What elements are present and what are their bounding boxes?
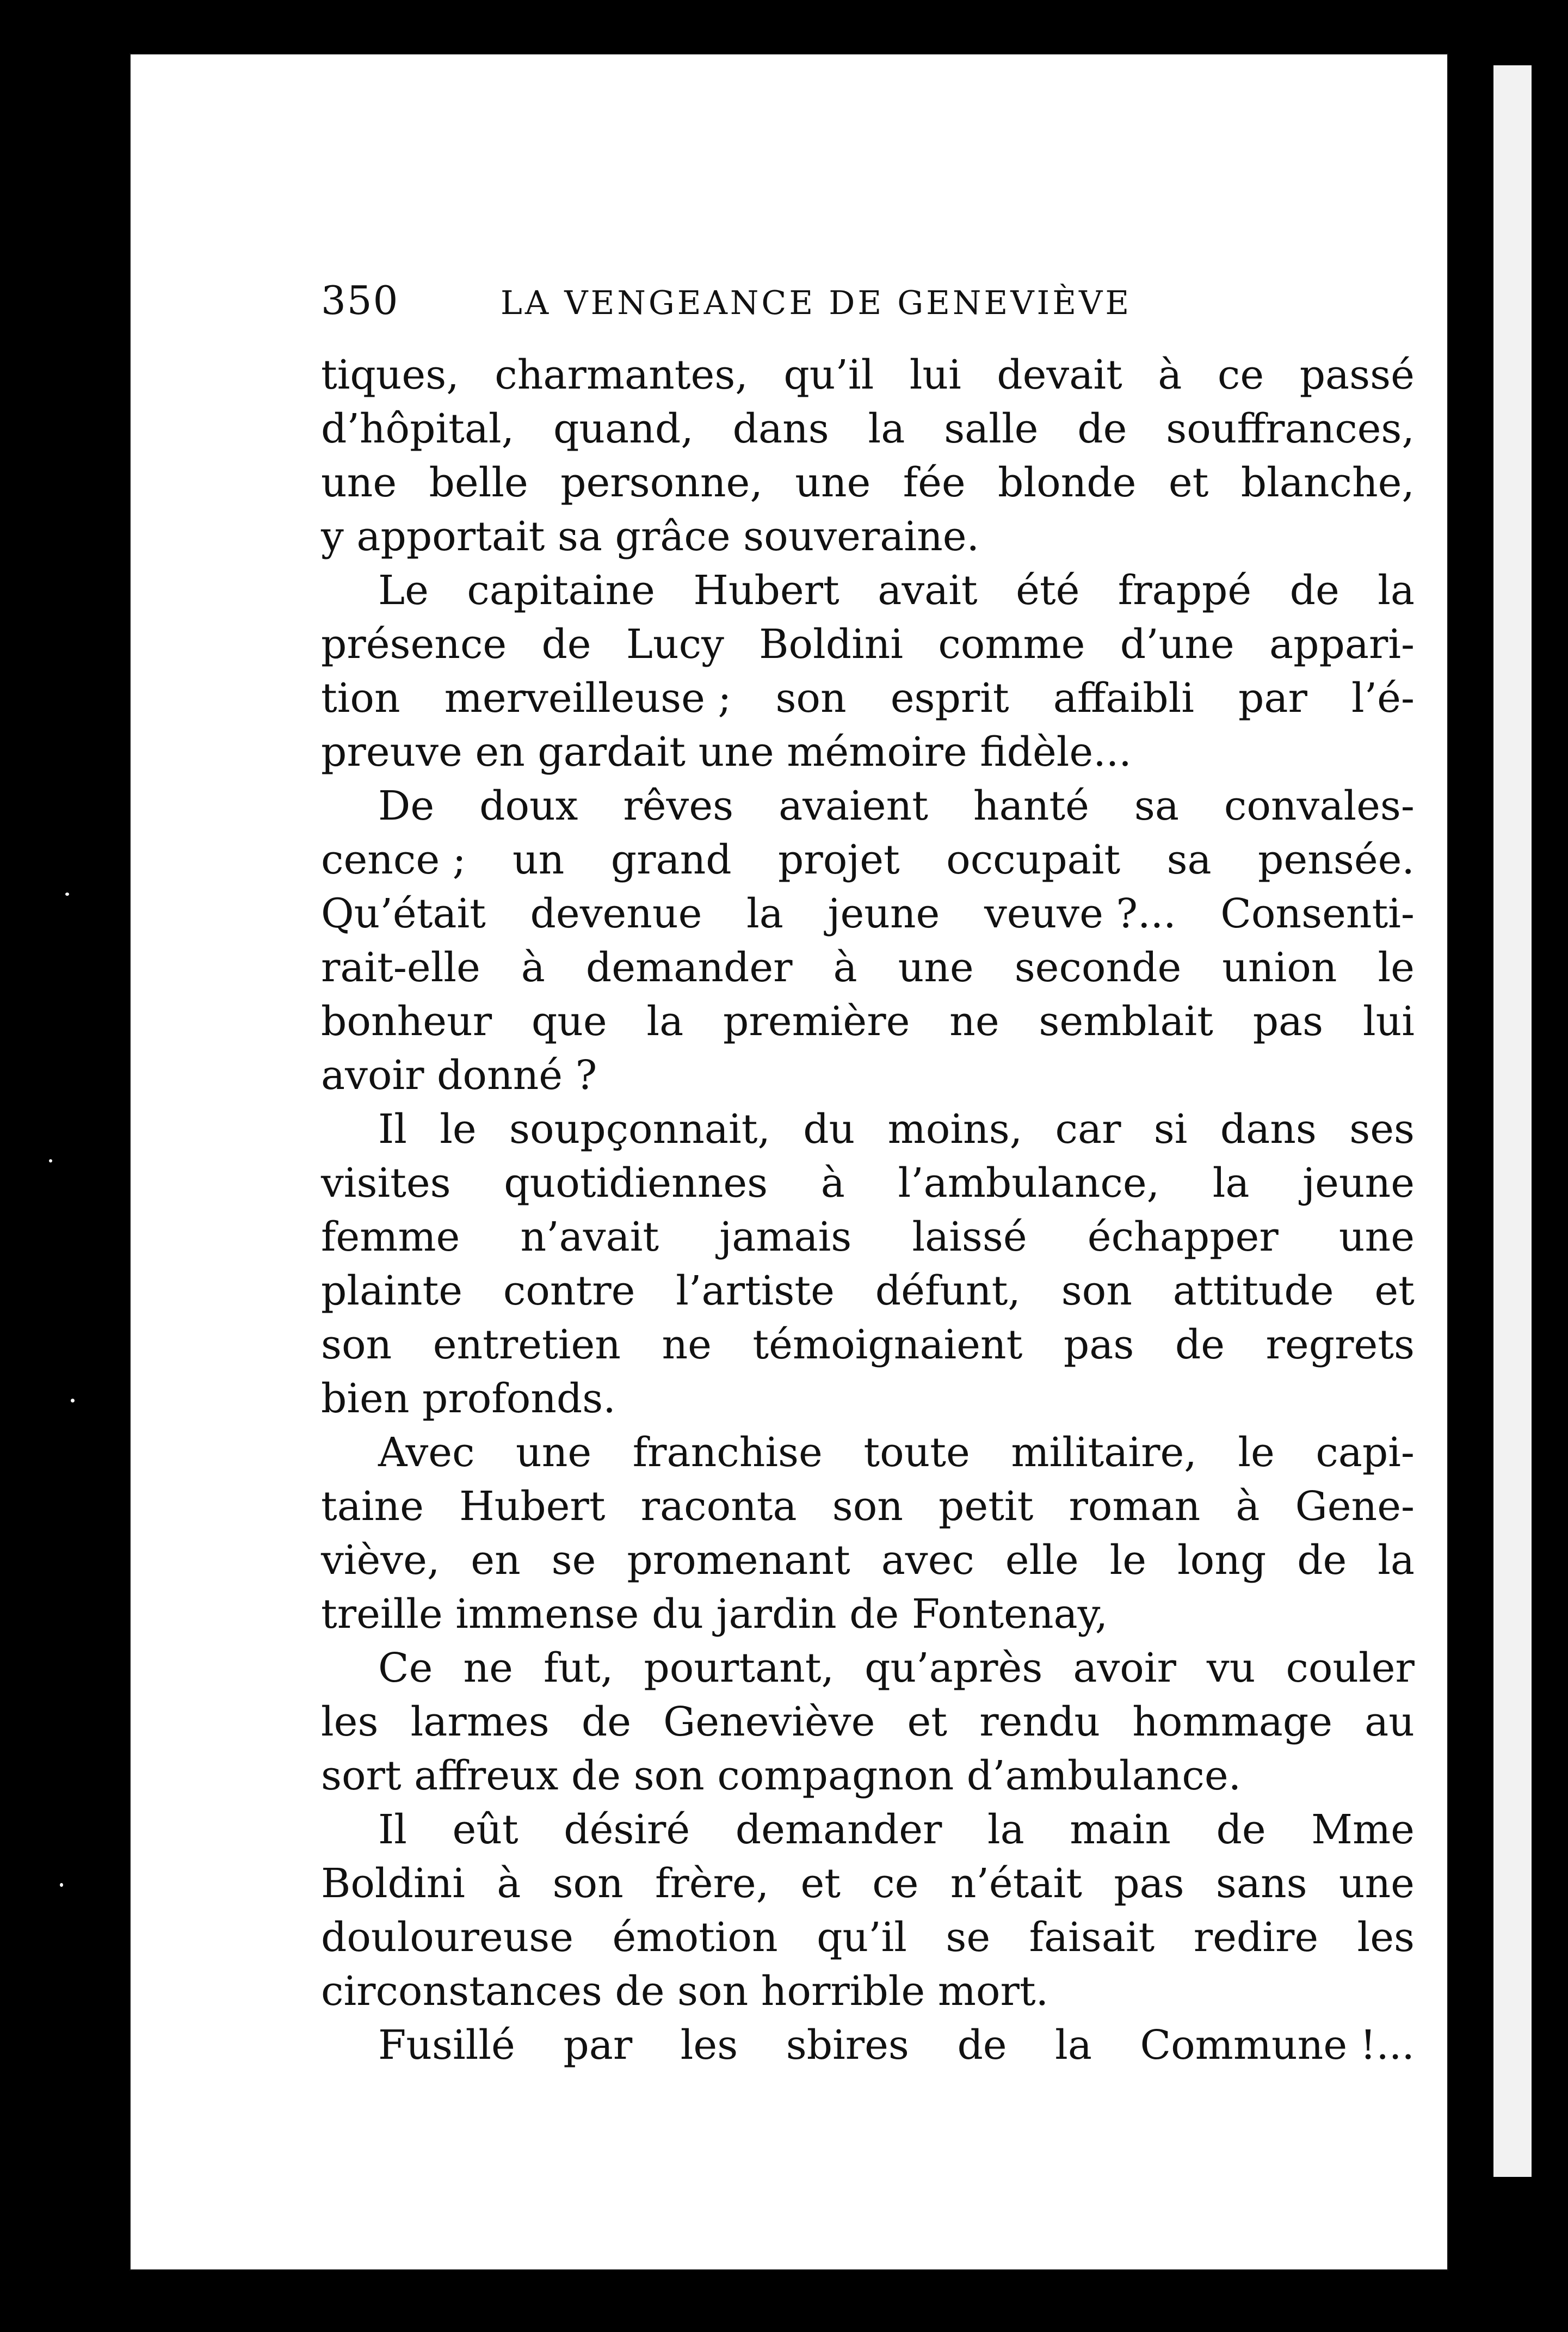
word: la (1378, 567, 1415, 614)
word: Fusillé (378, 2022, 515, 2069)
word: la (868, 405, 905, 452)
text-line (321, 1749, 1415, 1803)
word: de (1175, 1321, 1225, 1368)
word: sans (1215, 1860, 1307, 1907)
word: moins, (887, 1106, 1023, 1153)
word: raconta (640, 1483, 797, 1530)
text-line (321, 1534, 1415, 1588)
text-line (321, 348, 1415, 402)
word: grand (610, 836, 732, 883)
word: projet (778, 836, 900, 883)
word: à (833, 944, 857, 991)
text-line (321, 672, 1415, 725)
word: sbires (786, 2022, 909, 2069)
word: les (1357, 1914, 1415, 1961)
word: rait-elle (321, 944, 480, 991)
scan-speck (65, 893, 69, 896)
word: frappé (1118, 567, 1252, 614)
word: son (321, 1321, 392, 1368)
word: ne (463, 1645, 513, 1691)
word: pas (1063, 1321, 1134, 1368)
word: redire (1193, 1914, 1319, 1961)
word: ses (1349, 1106, 1415, 1153)
text-line (321, 1318, 1415, 1372)
word: qu’il (783, 352, 874, 398)
word: pourtant, (644, 1645, 835, 1691)
word: été (1016, 567, 1080, 614)
word: de (541, 621, 591, 668)
word: pas (1252, 998, 1324, 1045)
word: promenant (627, 1537, 850, 1584)
word: une (795, 459, 871, 506)
word: toute (863, 1429, 970, 1476)
word: veuve ?... (984, 890, 1176, 937)
word: sa (1134, 783, 1179, 829)
word: une (1338, 1860, 1415, 1907)
word: lui (1362, 998, 1415, 1045)
word: devenue (530, 890, 702, 937)
word: témoignaient (752, 1321, 1023, 1368)
scan-speck (71, 1399, 75, 1402)
text-line (321, 618, 1415, 672)
word: viève, (321, 1537, 440, 1584)
word: se (551, 1537, 596, 1584)
word: circonstances de son horrible mort. (321, 1968, 1049, 2015)
word: la (1212, 1160, 1250, 1207)
word: visites (321, 1160, 451, 1207)
word: elle (1005, 1537, 1079, 1584)
word: seconde (1014, 944, 1182, 991)
text-line (321, 1264, 1415, 1318)
word: de (1077, 405, 1127, 452)
page-number: 350 (321, 278, 399, 323)
word: jamais (719, 1214, 852, 1260)
text-line (321, 1641, 1415, 1695)
word: union (1222, 944, 1337, 991)
text-line (321, 1480, 1415, 1534)
word: De (378, 783, 435, 829)
scan-speck (229, 2063, 237, 2065)
word: par (1238, 675, 1307, 722)
word: à (521, 944, 545, 991)
word: preuve en gardait une mémoire fidèle... (321, 729, 1132, 776)
word: Commune !... (1140, 2022, 1415, 2069)
text-line (321, 564, 1415, 618)
text-line (321, 995, 1415, 1049)
word: le (1378, 944, 1415, 991)
word: femme (321, 1214, 460, 1260)
word: défunt, (875, 1267, 1021, 1314)
word: le (1238, 1429, 1275, 1476)
word: treille immense du jardin de Fontenay, (321, 1591, 1108, 1638)
word: sort affreux de son compagnon d’ambulance. (321, 1752, 1242, 1799)
word: la (646, 998, 684, 1045)
word: taine (321, 1483, 424, 1530)
text-line (321, 1210, 1415, 1264)
word: cence ; (321, 836, 466, 883)
text-line (321, 1103, 1415, 1156)
word: faisait (1029, 1914, 1155, 1961)
word: dans (732, 405, 829, 452)
word: avoir donné ? (321, 1052, 597, 1099)
word: et (1168, 459, 1209, 506)
word: frère, (655, 1860, 769, 1907)
word: Hubert (459, 1483, 606, 1530)
word: jeune (828, 890, 940, 937)
word: vu (1206, 1645, 1256, 1691)
word: eût (452, 1806, 518, 1853)
word: se (946, 1914, 991, 1961)
word: jeune (1302, 1160, 1415, 1207)
word: Consenti- (1220, 890, 1415, 937)
word: lui (909, 352, 961, 398)
text-line (321, 1803, 1415, 1857)
word: désiré (564, 1806, 690, 1853)
text-line (321, 402, 1415, 456)
text-line (321, 1965, 1415, 2019)
word: Le (378, 567, 429, 614)
word: quand, (553, 405, 694, 452)
word: à (820, 1160, 845, 1207)
word: au (1365, 1699, 1415, 1745)
text-line (321, 833, 1415, 887)
word: échapper (1087, 1214, 1279, 1260)
word: merveilleuse ; (444, 675, 732, 722)
word: les (680, 2022, 738, 2069)
word: son (832, 1483, 903, 1530)
word: une (898, 944, 974, 991)
word: capitaine (467, 567, 655, 614)
word: ce (872, 1860, 919, 1907)
word: appari- (1269, 621, 1415, 668)
word: Ce (378, 1645, 433, 1691)
word: l’ambulance, (898, 1160, 1160, 1207)
word: la (1378, 1537, 1415, 1584)
word: la (746, 890, 783, 937)
word: bien profonds. (321, 1375, 616, 1422)
word: tiques, (321, 352, 459, 398)
word: blonde (998, 459, 1137, 506)
text-line (321, 1372, 1415, 1426)
word: avec (881, 1537, 974, 1584)
word: petit (939, 1483, 1034, 1530)
word: Lucy (626, 621, 724, 668)
word: charmantes, (495, 352, 748, 398)
word: l’artiste (676, 1267, 835, 1314)
word: et (907, 1699, 948, 1745)
word: de (1297, 1537, 1347, 1584)
word: entretien (433, 1321, 621, 1368)
text-line (321, 725, 1415, 779)
word: en (471, 1537, 521, 1584)
word: rêves (623, 783, 734, 829)
word: que (531, 998, 607, 1045)
word: d’une (1120, 621, 1234, 668)
word: une (1338, 1214, 1415, 1260)
text-line (321, 887, 1415, 941)
word: soupçonnait, (509, 1106, 770, 1153)
word: son (775, 675, 847, 722)
word: les (321, 1699, 379, 1745)
word: présence (321, 621, 507, 668)
word: le (440, 1106, 477, 1153)
word: à (1158, 352, 1182, 398)
text-line (321, 2019, 1415, 2072)
scan-speck (49, 1159, 52, 1162)
word: couler (1286, 1645, 1415, 1691)
word: hanté (973, 783, 1089, 829)
word: souffrances, (1166, 405, 1415, 452)
word: ce (1217, 352, 1264, 398)
word: à (1236, 1483, 1260, 1530)
word: n’avait (520, 1214, 659, 1260)
word: Geneviève (663, 1699, 875, 1745)
word: attitude (1172, 1267, 1334, 1314)
word: long (1177, 1537, 1267, 1584)
word: blanche, (1240, 459, 1415, 506)
word: à (497, 1860, 521, 1907)
text-line (321, 1049, 1415, 1103)
word: Hubert (693, 567, 839, 614)
word: roman (1069, 1483, 1201, 1530)
word: l’é- (1351, 675, 1415, 722)
word: première (723, 998, 910, 1045)
word: convales- (1224, 783, 1415, 829)
word: hommage (1132, 1699, 1333, 1745)
scan-speck (207, 278, 209, 283)
word: la (1055, 2022, 1092, 2069)
word: douloureuse (321, 1914, 574, 1961)
word: ne (949, 998, 999, 1045)
word: militaire, (1011, 1429, 1197, 1476)
word: Boldini (321, 1860, 465, 1907)
word: son (1061, 1267, 1132, 1314)
word: de (1289, 567, 1339, 614)
word: demander (585, 944, 793, 991)
word: semblait (1039, 998, 1213, 1045)
text-line (321, 1156, 1415, 1210)
word: salle (944, 405, 1039, 452)
word: capi- (1316, 1429, 1415, 1476)
word: passé (1299, 352, 1415, 398)
word: rendu (979, 1699, 1101, 1745)
word: bonheur (321, 998, 492, 1045)
word: y apportait sa grâce souveraine. (321, 513, 980, 560)
text-line (321, 1911, 1415, 1965)
word: tion (321, 675, 400, 722)
word: car (1055, 1106, 1121, 1153)
word: et (1374, 1267, 1415, 1314)
adjacent-page-edge (1488, 65, 1532, 2177)
word: fut, (543, 1645, 614, 1691)
page-header (321, 278, 1246, 332)
text-line (321, 456, 1415, 510)
word: Il (378, 1806, 407, 1853)
text-line (321, 1588, 1415, 1641)
text-line (321, 1695, 1415, 1749)
word: demander (735, 1806, 942, 1853)
word: si (1153, 1106, 1188, 1153)
word: occupait (946, 836, 1121, 883)
text-line (321, 1426, 1415, 1480)
word: n’était (950, 1860, 1082, 1907)
word: le (1109, 1537, 1147, 1584)
running-title: LA VENGEANCE DE GENEVIÈVE (501, 284, 1132, 322)
word: Il (378, 1106, 407, 1153)
word: doux (479, 783, 578, 829)
word: de (1216, 1806, 1266, 1853)
word: avoir (1073, 1645, 1176, 1691)
word: Qu’était (321, 890, 486, 937)
word: dans (1220, 1106, 1317, 1153)
word: qu’après (865, 1645, 1043, 1691)
word: et (800, 1860, 841, 1907)
word: contre (503, 1267, 635, 1314)
word: une (321, 459, 397, 506)
word: regrets (1265, 1321, 1415, 1368)
word: qu’il (817, 1914, 907, 1961)
word: pas (1114, 1860, 1184, 1907)
word: larmes (410, 1699, 550, 1745)
word: franchise (632, 1429, 823, 1476)
text-line (321, 510, 1415, 564)
word: de (581, 1699, 631, 1745)
word: son (552, 1860, 624, 1907)
word: Mme (1311, 1806, 1415, 1853)
word: esprit (890, 675, 1009, 722)
word: pensée. (1258, 836, 1415, 883)
word: sa (1166, 836, 1212, 883)
word: du (803, 1106, 855, 1153)
word: de (957, 2022, 1007, 2069)
text-line (321, 1857, 1415, 1911)
word: avaient (779, 783, 928, 829)
word: fée (903, 459, 966, 506)
word: laissé (912, 1214, 1027, 1260)
word: comme (938, 621, 1085, 668)
word: la (987, 1806, 1024, 1853)
scan-speck (60, 1883, 63, 1887)
text-line (321, 779, 1415, 833)
body-text (321, 348, 1415, 2072)
word: affaibli (1053, 675, 1194, 722)
word: ne (662, 1321, 712, 1368)
word: main (1070, 1806, 1171, 1853)
text-line (321, 941, 1415, 995)
word: Avec (378, 1429, 475, 1476)
word: devait (997, 352, 1122, 398)
word: personne, (560, 459, 763, 506)
word: un (512, 836, 565, 883)
word: une (516, 1429, 592, 1476)
word: Gene- (1295, 1483, 1415, 1530)
word: avait (878, 567, 978, 614)
word: quotidiennes (504, 1160, 768, 1207)
scan-speck (193, 256, 196, 260)
word: d’hôpital, (321, 405, 515, 452)
word: plainte (321, 1267, 463, 1314)
word: belle (429, 459, 528, 506)
word: émotion (612, 1914, 778, 1961)
word: Boldini (759, 621, 904, 668)
word: par (563, 2022, 633, 2069)
